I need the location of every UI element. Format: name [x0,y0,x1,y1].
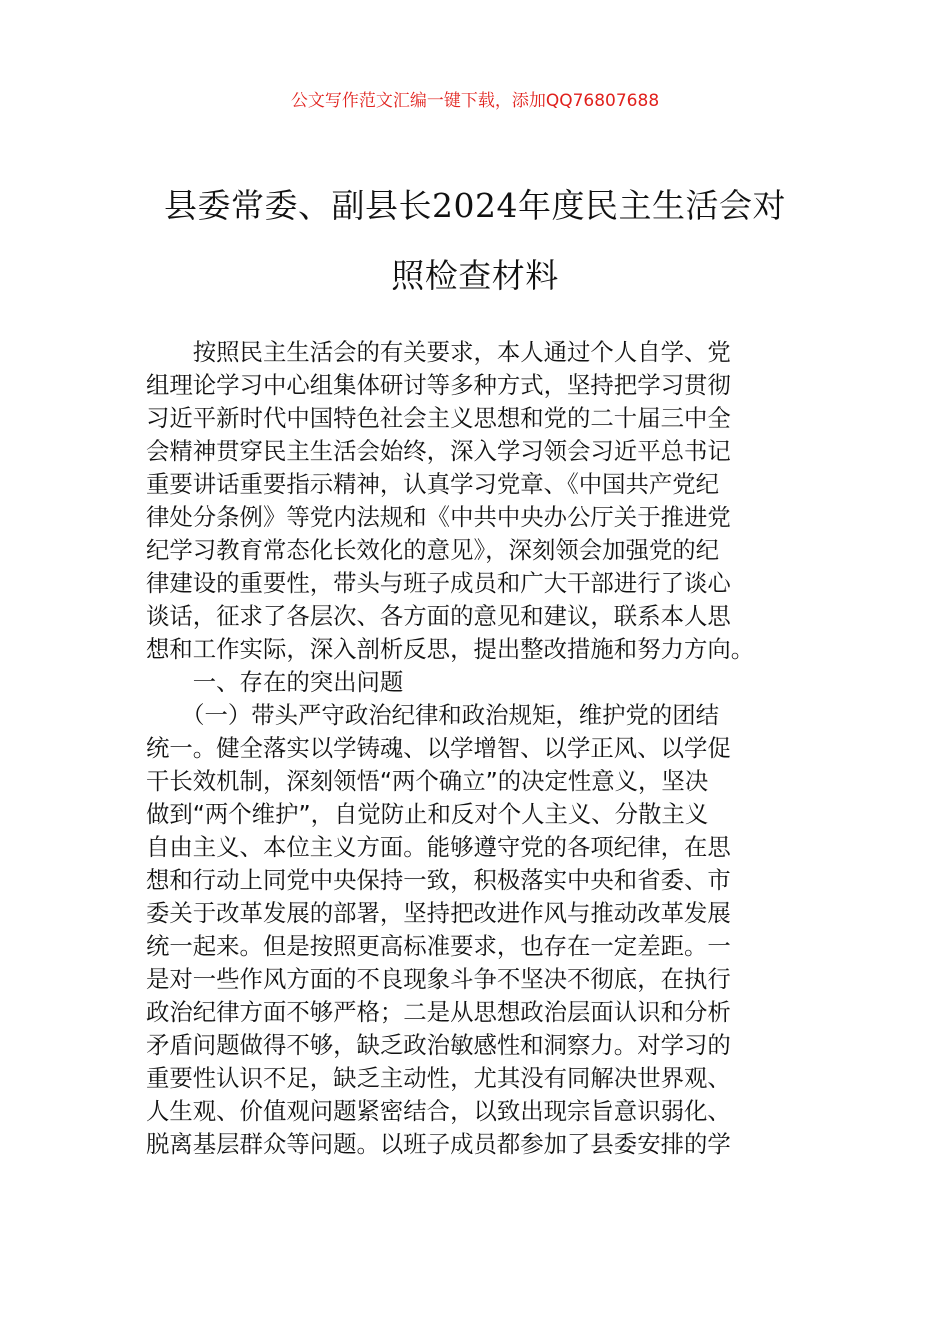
body-line: 自由主义、本位主义方面。能够遵守党的各项纪律，在思 [146,833,731,861]
document-title-line-1: 县委常委、副县长2024年度民主生活会对 [164,186,786,225]
body-line: 委关于改革发展的部署，坚持把改进作风与推动改革发展 [146,899,731,927]
body-line: 纪学习教育常态化长效化的意见》，深刻领会加强党的纪 [146,536,720,564]
body-line: 人生观、价值观问题紧密结合，以致出现宗旨意识弱化、 [146,1097,731,1125]
body-line: 谈话，征求了各层次、各方面的意见和建议，联系本人思 [146,602,731,630]
body-line: 矛盾问题做得不够，缺乏政治敏感性和洞察力。对学习的 [146,1031,731,1059]
body-line: 想和工作实际，深入剖析反思，提出整改措施和努力方向。 [146,635,755,663]
body-line: 统一。健全落实以学铸魂、以学增智、以学正风、以学促 [146,734,731,762]
body-line: 按照民主生活会的有关要求，本人通过个人自学、党 [146,338,731,366]
body-line: 律建设的重要性，带头与班子成员和广大干部进行了谈心 [146,569,731,597]
body-line: 做到“两个维护”，自觉防止和反对个人主义、分散主义 [146,800,709,828]
body-line: 想和行动上同党中央保持一致，积极落实中央和省委、市 [146,866,731,894]
body-line: 统一起来。但是按照更高标准要求，也存在一定差距。一 [146,932,731,960]
body-line: 政治纪律方面不够严格；二是从思想政治层面认识和分析 [146,998,731,1026]
body-line: 组理论学习中心组集体研讨等多种方式，坚持把学习贯彻 [146,371,731,399]
body-line: 习近平新时代中国特色社会主义思想和党的二十届三中全 [146,404,731,432]
body-line: 脱离基层群众等问题。以班子成员都参加了县委安排的学 [146,1130,731,1158]
body-line: 律处分条例》等党内法规和《中共中央办公厅关于推进党 [146,503,731,531]
body-line: 会精神贯穿民主生活会始终，深入学习领会习近平总书记 [146,437,731,465]
body-line: 重要性认识不足，缺乏主动性，尤其没有同解决世界观、 [146,1064,731,1092]
download-notice: 公文写作范文汇编一键下载，添加QQ76807688 [290,91,660,111]
subsection-heading: （一）带头严守政治纪律和政治规矩，维护党的团结 [146,701,720,729]
document-title-line-2: 照检查材料 [391,256,559,295]
body-line: 重要讲话重要指示精神，认真学习党章、《中国共产党纪 [146,470,720,498]
body-line: 干长效机制，深刻领悟“两个确立”的决定性意义，坚决 [146,767,709,795]
section-heading: 一、存在的突出问题 [146,668,404,696]
body-line: 是对一些作风方面的不良现象斗争不坚决不彻底，在执行 [146,965,731,993]
